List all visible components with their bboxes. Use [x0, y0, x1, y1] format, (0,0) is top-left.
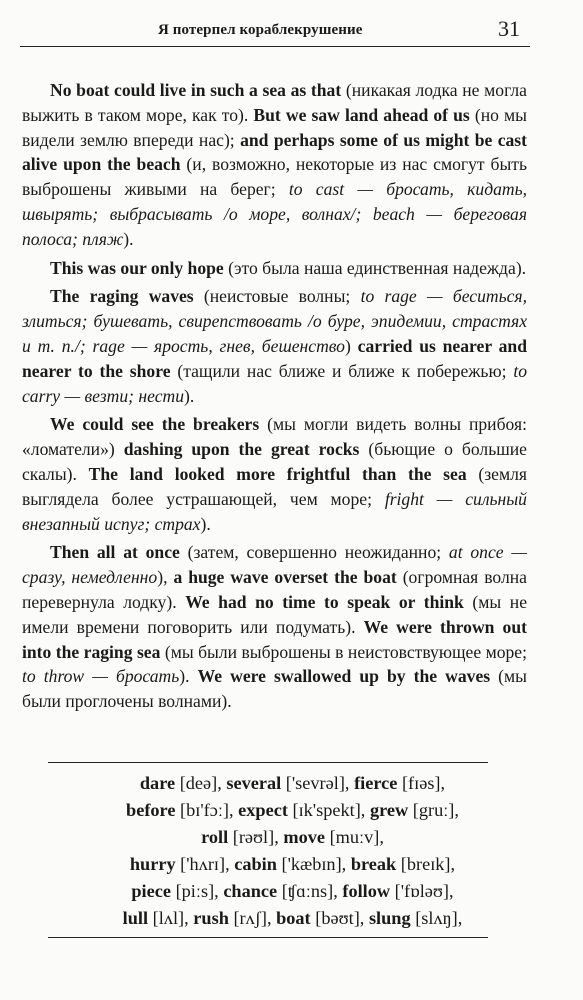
- english-phrase: This was our only hope: [50, 257, 224, 278]
- paragraph: [22, 412, 527, 536]
- vocabulary-word: grew: [369, 800, 409, 820]
- translation-text: (никакая лодка не могла выжить в таком море, как то).: [22, 80, 527, 125]
- vocabulary-word: roll: [201, 827, 229, 847]
- glossary-note: at once — сразу, немедленно: [22, 542, 527, 588]
- page-number: 31: [498, 16, 520, 41]
- glossary-note: to carry — везти; нести: [22, 360, 527, 406]
- vocabulary-word: boat: [276, 908, 311, 928]
- translation-text: (мы не имели времени поговорить или подумать).: [22, 591, 528, 637]
- translation-text: (неистовые волны;: [193, 286, 361, 307]
- vocabulary-transcription: ['fɒləʊ]: [394, 881, 450, 901]
- vocabulary-line: lull [lʌl], rush [rʌʃ], boat [bəʊt], slung [slʌŋ],: [122, 908, 463, 928]
- vocabulary-word: expect: [238, 800, 288, 820]
- vocabulary-bottom-rule: [48, 937, 488, 938]
- vocabulary-line: roll [rəʊl], move [muːv],: [201, 827, 384, 847]
- translation-text: ).: [179, 666, 198, 687]
- english-phrase: The land looked more frightful than the sea: [88, 463, 467, 484]
- running-head: [0, 14, 583, 48]
- vocabulary-transcription: ['kæbɪn]: [281, 854, 342, 874]
- vocabulary-word: hurry: [129, 854, 176, 874]
- vocabulary-transcription: [bɪ'fɔː]: [180, 800, 230, 820]
- translation-text: (огромная волна перевернула лодку).: [22, 567, 527, 612]
- paragraph: [22, 256, 527, 281]
- translation-text: (мы были выброшены в неистовствующее море;: [160, 641, 527, 662]
- vocabulary-word: break: [350, 854, 397, 874]
- translation-text: ).: [184, 385, 195, 406]
- vocabulary-transcription: [deə]: [179, 773, 218, 793]
- vocabulary-top-rule: [48, 762, 488, 763]
- english-phrase: We could see the breakers: [50, 414, 260, 435]
- english-phrase: and perhaps some of us might be cast alive upon the beach: [22, 129, 528, 175]
- vocabulary-transcription: [ɪk'spekt]: [292, 800, 361, 820]
- vocabulary-word: dare: [139, 773, 176, 793]
- translation-text: (затем, совершенно неожиданно;: [179, 542, 449, 563]
- vocabulary-transcription: [bəʊt]: [315, 908, 360, 928]
- vocabulary-line: piece [piːs], chance [ʧɑːns], follow ['fɒləʊ],: [131, 881, 454, 901]
- translation-text: ): [344, 335, 358, 356]
- vocabulary-word: slung: [368, 908, 411, 928]
- vocabulary-transcription: [breɪk]: [400, 854, 451, 874]
- vocabulary-transcription: [fɪəs]: [401, 773, 441, 793]
- translation-text: (мы могли видеть волны прибоя: «ломатели»): [22, 414, 527, 460]
- english-phrase: Then all at once: [50, 542, 180, 563]
- translation-text: (бьющие о большие скалы).: [22, 439, 527, 484]
- vocabulary-word: several: [226, 773, 282, 793]
- vocabulary-word: piece: [131, 881, 171, 901]
- translation-text: ).: [123, 228, 134, 249]
- vocabulary-transcription: ['sevrəl]: [285, 773, 345, 793]
- vocabulary-transcription: [lʌl]: [152, 908, 185, 928]
- vocabulary-transcription: [ʧɑːns]: [281, 881, 334, 901]
- vocabulary-transcription: [gruː]: [412, 800, 455, 820]
- translation-text: (это была наша единственная надежда).: [223, 257, 527, 278]
- chapter-title: Я потерпел кораблекрушение: [158, 22, 363, 38]
- vocabulary-transcription: [rəʊl]: [232, 827, 275, 847]
- glossary-note: fright — сильный внезапный испуг; страх: [22, 488, 527, 534]
- english-phrase: The raging waves: [50, 286, 194, 307]
- vocabulary-word: fierce: [354, 773, 398, 793]
- english-phrase: We were swallowed up by the waves: [197, 666, 491, 687]
- vocabulary-word: follow: [342, 881, 391, 901]
- translation-text: (и, возможно, некоторые из нас смогут быть выброшены живыми на берег;: [22, 154, 527, 200]
- translation-text: ).: [200, 513, 211, 534]
- vocabulary-word: lull: [122, 908, 149, 928]
- translation-text: (земля выглядела более устрашающей, чем море;: [22, 463, 527, 509]
- vocabulary-line: dare [deə], several ['sevrəl], fierce [fɪəs],: [139, 773, 446, 793]
- vocabulary-transcription: ['hʌrɪ]: [180, 854, 226, 874]
- header-rule: [20, 46, 530, 47]
- translation-text: (но мы видели землю впереди нас);: [22, 104, 527, 150]
- vocabulary-transcription: [piːs]: [175, 881, 215, 901]
- paragraph: [22, 78, 527, 252]
- glossary-note: to rage — беситься, злиться; бушевать, свирепствовать /о буре, эпидемии, страстях и т. п./; rage — ярость, гнев, бешенство: [22, 286, 528, 356]
- vocabulary-word: before: [126, 800, 176, 820]
- translation-text: (мы были проглочены волнами).: [22, 666, 527, 712]
- english-phrase: carried us nearer and nearer to the shore: [22, 335, 528, 381]
- glossary-note: to cast — бросать, кидать, швырять; выбрасывать /о море, волнах/; beach — береговая полоса; пляж: [22, 179, 527, 249]
- english-phrase: We were thrown out into the raging sea: [22, 616, 527, 662]
- translation-text: (тащили нас ближе и ближе к побережью;: [170, 360, 514, 381]
- english-phrase: No boat could live in such a sea as that: [50, 80, 342, 100]
- translation-text: ),: [157, 567, 174, 588]
- english-phrase: But we saw land ahead of us: [253, 104, 470, 125]
- vocabulary-transcription: [rʌʃ]: [233, 908, 267, 928]
- english-phrase: We had no time to speak or think: [185, 591, 464, 612]
- vocabulary-transcription: [muːv]: [329, 827, 380, 847]
- vocabulary-word: chance: [223, 881, 278, 901]
- paragraph: [22, 540, 527, 714]
- vocabulary-word: rush: [193, 908, 229, 928]
- vocabulary-line: hurry ['hʌrɪ], cabin ['kæbɪn], break [breɪk],: [129, 854, 456, 874]
- vocabulary-word: cabin: [234, 854, 277, 874]
- paragraph: [22, 284, 527, 408]
- english-phrase: dashing upon the great rocks: [123, 439, 360, 460]
- vocabulary-line: before [bɪ'fɔː], expect [ɪk'spekt], grew [gruː],: [126, 800, 459, 820]
- body-text: [22, 78, 527, 718]
- vocabulary-transcription: [slʌŋ]: [415, 908, 458, 928]
- vocabulary-word: move: [283, 827, 326, 847]
- vocabulary-block: [20, 770, 565, 932]
- glossary-note: to throw — бросать: [22, 666, 180, 687]
- english-phrase: a huge wave overset the boat: [173, 567, 397, 588]
